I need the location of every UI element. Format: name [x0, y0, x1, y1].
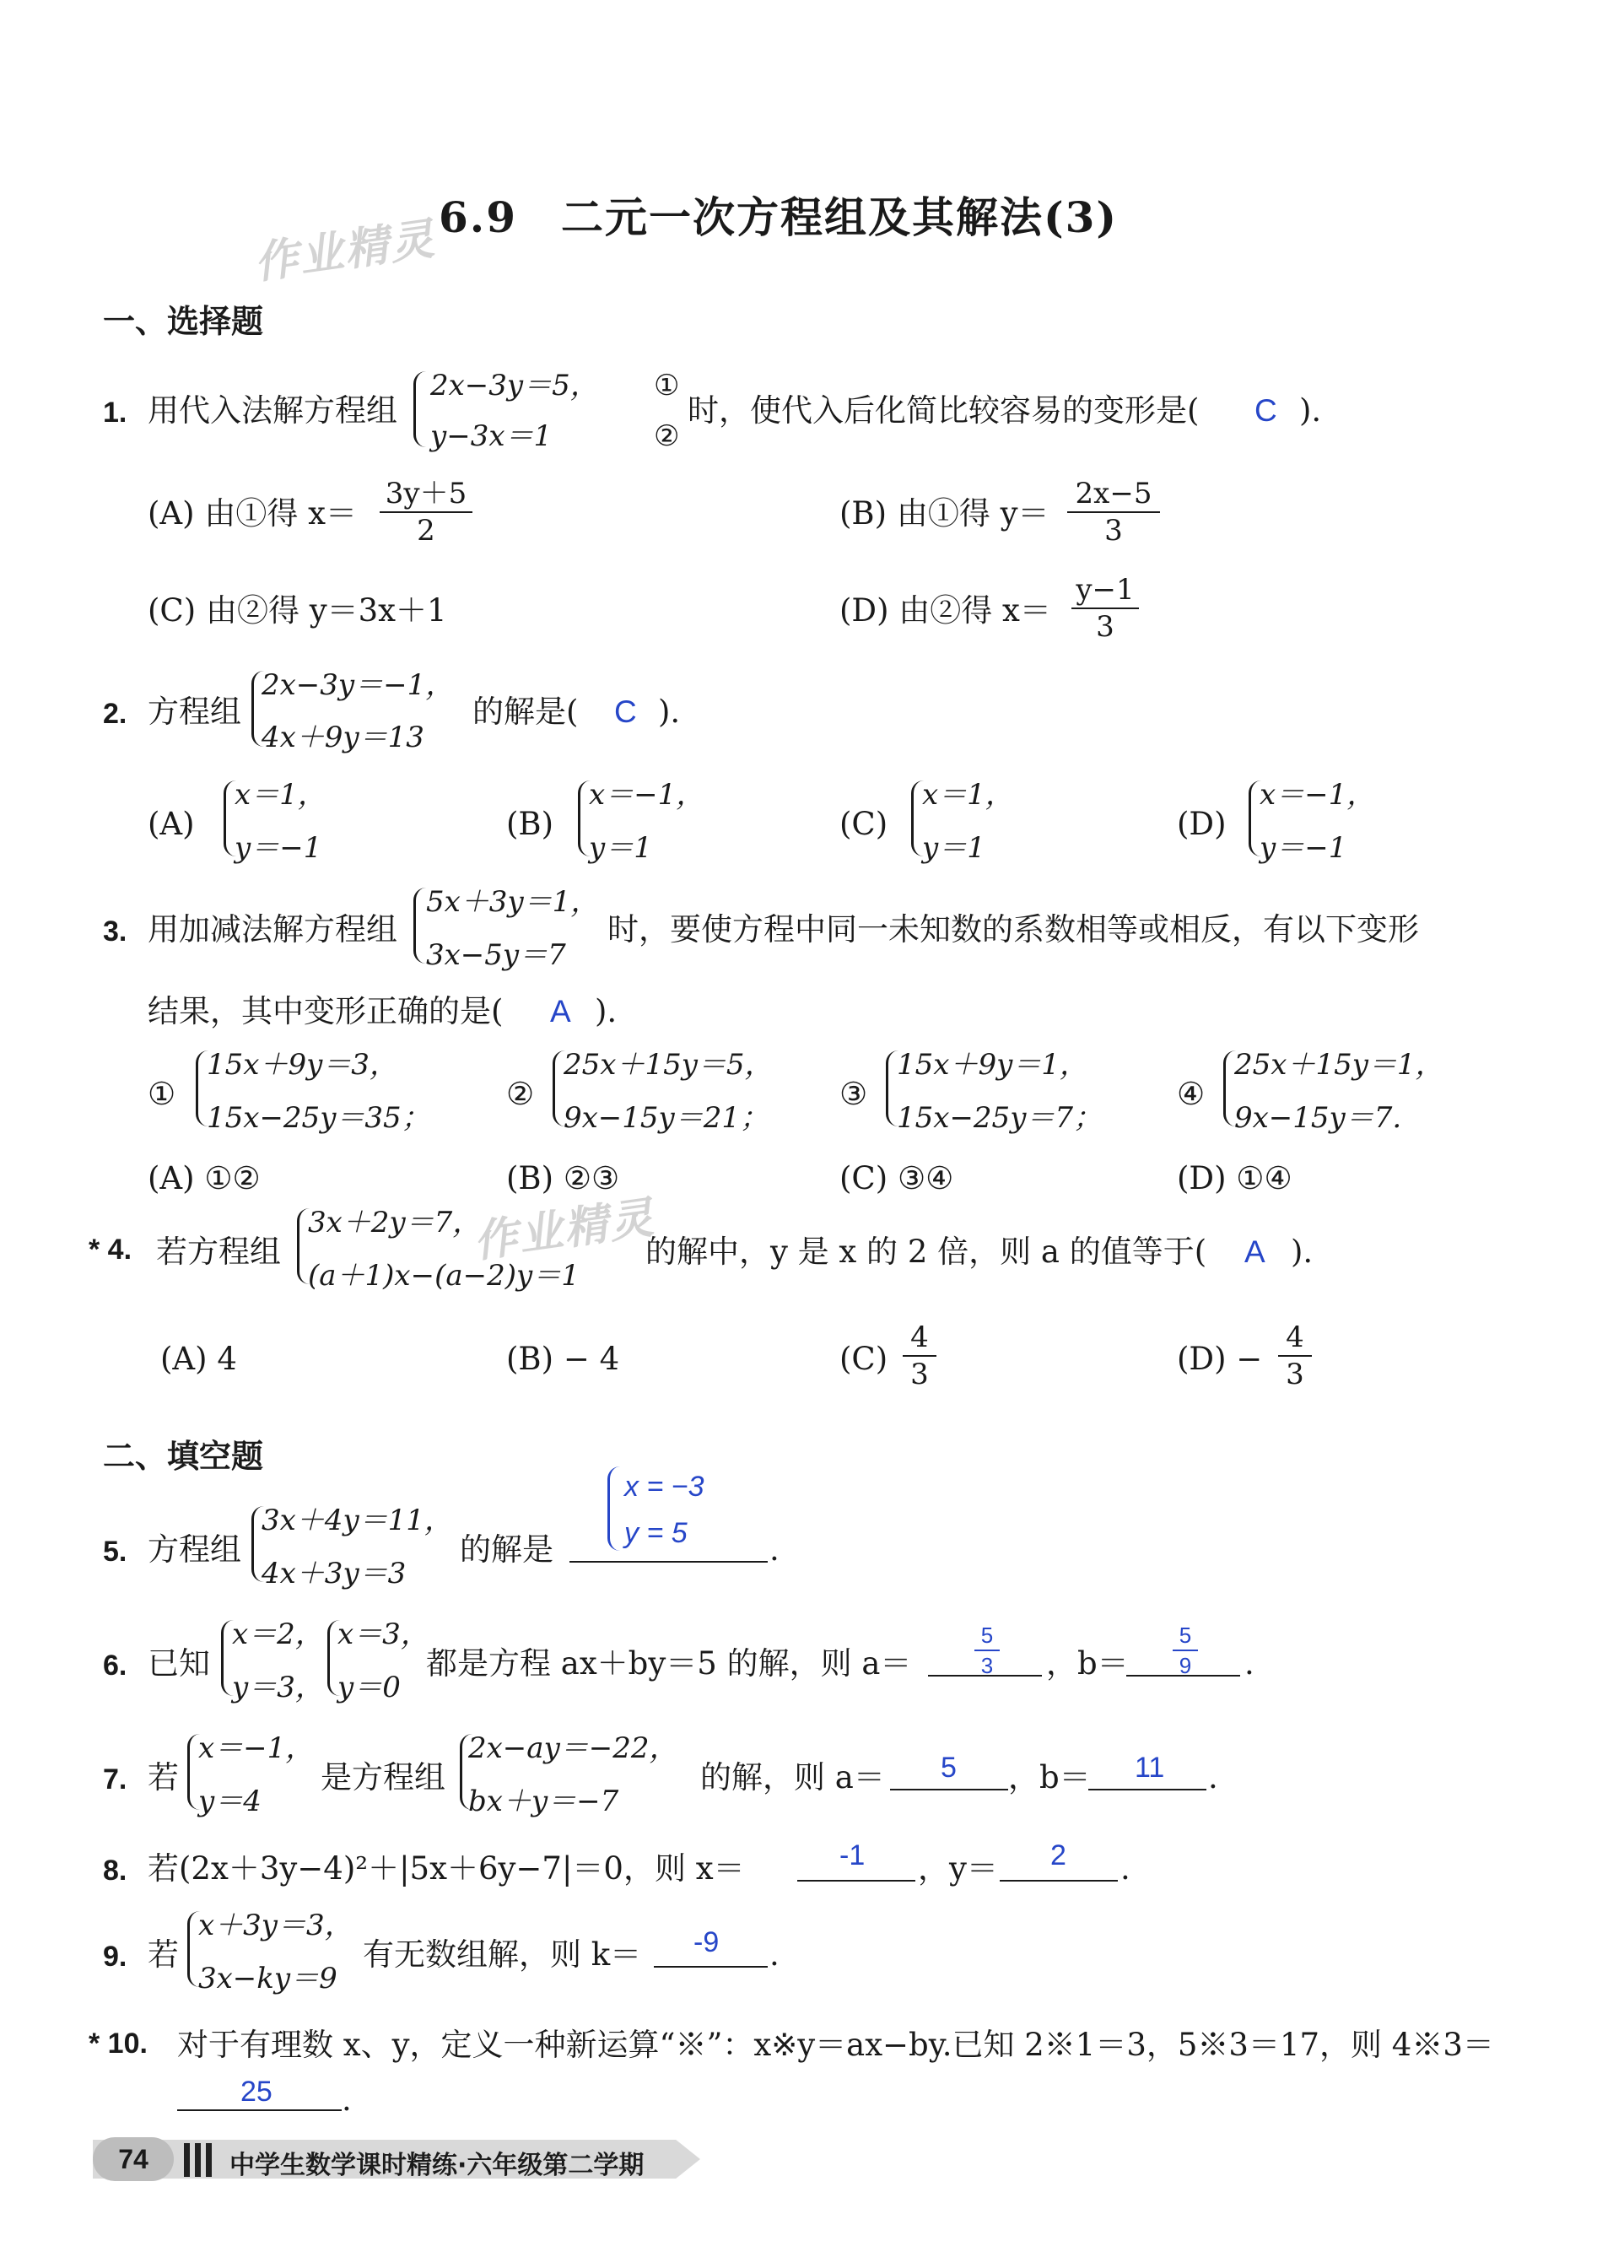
- answer-equation: x = −3: [624, 1471, 704, 1503]
- solution-eq: x＝−1，: [198, 1731, 315, 1765]
- option-c: (C) ③④: [839, 1160, 954, 1196]
- question-text: ).: [595, 993, 618, 1029]
- solution-eq: y＝4: [198, 1785, 262, 1818]
- candidate-eq: 15x＋9y＝1，: [897, 1048, 1088, 1082]
- question-text: 时，要使方程中同一未知数的系数相等或相反，有以下变形: [607, 911, 1419, 948]
- answer: 25: [240, 2076, 272, 2108]
- equation: 3x−5y＝7: [426, 938, 566, 972]
- equation-mark: ①: [654, 369, 680, 402]
- watermark: 作业精灵: [470, 1192, 658, 1268]
- question-text: 的解是: [460, 1531, 553, 1568]
- question-text: .: [1244, 1645, 1254, 1682]
- question-text: ).: [1291, 1234, 1314, 1270]
- answer-k: -9: [693, 1926, 720, 1958]
- answer-b: 11: [1135, 1752, 1165, 1784]
- answer-fraction-b: 5 9: [1173, 1624, 1198, 1677]
- candidate-4: ④: [1177, 1076, 1206, 1112]
- page-number: 74: [93, 2137, 174, 2181]
- question-text: ).: [1299, 392, 1322, 429]
- solution-eq: x＝3，: [337, 1617, 429, 1651]
- question-text: 若: [148, 1936, 179, 1973]
- solution-eq: y＝0: [337, 1671, 401, 1704]
- candidate-eq: 25x＋15y＝5，: [564, 1048, 774, 1082]
- option-a: (A): [148, 806, 195, 842]
- option-c-fraction: 4 3: [903, 1323, 936, 1389]
- option-b: (B) ②③: [506, 1160, 620, 1196]
- system-brace: [413, 371, 426, 447]
- answer-y: 2: [1050, 1839, 1066, 1871]
- question-text: 方程组: [148, 694, 241, 730]
- question-text: ，b＝: [1008, 1759, 1091, 1796]
- question-text: .: [1208, 1759, 1218, 1796]
- question-text: ，b＝: [1046, 1645, 1129, 1682]
- equation: x＋3y＝3，: [198, 1909, 353, 1942]
- candidate-3: ③: [839, 1076, 868, 1112]
- option-b-eq: y＝1: [589, 831, 652, 865]
- option-b: (B) − 4: [506, 1341, 620, 1377]
- answer-blank: [569, 1561, 768, 1563]
- equation: y−3x＝1: [430, 419, 553, 453]
- question-number: 2.: [103, 698, 127, 730]
- question-text: 若方程组: [156, 1234, 281, 1270]
- candidate-eq: 15x−25y＝35；: [207, 1101, 430, 1135]
- solution-eq: x＝2，: [232, 1617, 324, 1651]
- candidate-eq: 9x−15y＝21；: [564, 1101, 769, 1135]
- answer-blank: [890, 1789, 1008, 1790]
- equation-mark: ②: [654, 419, 680, 453]
- question-text: 有无数组解，则 k＝: [363, 1936, 642, 1973]
- option-c: (C) 由②得 y＝3x＋1: [148, 592, 447, 629]
- equation: 3x＋4y＝11，: [262, 1504, 453, 1537]
- equation: 3x＋2y＝7，: [308, 1206, 482, 1239]
- watermark: 作业精灵: [251, 213, 439, 289]
- option-d-eq: x＝−1，: [1260, 778, 1376, 812]
- answer-choice: C: [614, 694, 637, 729]
- answer-blank: [654, 1966, 768, 1968]
- question-text: 结果，其中变形正确的是(: [148, 993, 504, 1029]
- equation: 2x−ay＝−22，: [468, 1731, 678, 1765]
- candidate-eq: 15x＋9y＝3，: [207, 1048, 398, 1082]
- footer-bars: [184, 2143, 217, 2180]
- option-c: (C): [839, 1341, 888, 1377]
- equation: 5x＋3y＝1，: [426, 885, 600, 919]
- answer-equation: y = 5: [624, 1517, 688, 1549]
- option-b: (B) 由①得 y＝: [839, 495, 1049, 532]
- option-a-eq: x＝1，: [235, 778, 326, 812]
- question-number: 1.: [103, 397, 127, 429]
- question-text: 时，使代入后化简比较容易的变形是(: [688, 392, 1200, 429]
- section-heading-choice: 一、选择题: [103, 303, 264, 340]
- answer-choice: A: [550, 994, 571, 1029]
- question-text: .: [342, 2082, 352, 2118]
- answer-blank: [797, 1880, 915, 1882]
- option-c-eq: y＝1: [922, 831, 985, 865]
- answer-blank: [177, 2109, 342, 2111]
- question-number: 9.: [103, 1941, 127, 1973]
- question-text: ).: [658, 694, 681, 730]
- answer-blank: [1000, 1880, 1118, 1882]
- question-text: 若(2x＋3y−4)²＋|5x＋6y−7|＝0，则 x＝: [148, 1850, 745, 1887]
- equation: (a＋1)x−(a−2)y＝1: [308, 1259, 580, 1293]
- option-d: (D) −: [1177, 1341, 1263, 1377]
- answer-x: -1: [839, 1839, 866, 1871]
- equation: bx＋y＝−7: [468, 1785, 619, 1818]
- question-text: 的解，则 a＝: [700, 1759, 885, 1796]
- option-c: (C): [839, 806, 888, 842]
- question-number: 5.: [103, 1536, 127, 1568]
- option-a-eq: y＝−1: [235, 831, 322, 865]
- candidate-eq: 15x−25y＝7；: [897, 1101, 1103, 1135]
- question-text: 对于有理数 x、y，定义一种新运算“※”：x※y＝ax−by.已知 2※1＝3，5※3＝17，则 4※3＝: [177, 2027, 1494, 2063]
- book-title: 中学生数学课时精练·六年级第二学期: [229, 2151, 645, 2180]
- option-b-eq: x＝−1，: [589, 778, 705, 812]
- equation: 2x−3y＝−1，: [262, 668, 455, 702]
- option-a: (A) 由①得 x＝: [148, 495, 357, 532]
- option-d-fraction: 4 3: [1278, 1323, 1312, 1389]
- question-number: 6.: [103, 1650, 127, 1682]
- question-text: 用加减法解方程组: [148, 911, 397, 948]
- question-text: 用代入法解方程组: [148, 392, 397, 429]
- question-number: 3.: [103, 915, 127, 948]
- question-text: 若: [148, 1759, 179, 1796]
- page-title: 6.9 二元一次方程组及其解法(3): [439, 192, 1119, 242]
- answer-blank: [1088, 1789, 1206, 1790]
- equation: 3x−ky＝9: [198, 1962, 337, 1995]
- question-text: 的解中，y 是 x 的 2 倍，则 a 的值等于(: [645, 1234, 1207, 1270]
- equation: 4x＋3y＝3: [262, 1557, 407, 1590]
- option-d: (D) ①④: [1177, 1160, 1292, 1196]
- option-c-eq: x＝1，: [922, 778, 1014, 812]
- question-number: * 10.: [89, 2028, 148, 2060]
- question-number: * 4.: [89, 1234, 132, 1266]
- candidate-1: ①: [148, 1076, 176, 1112]
- answer-a: 5: [941, 1752, 957, 1784]
- system-brace: [413, 888, 426, 964]
- solution-eq: y＝3，: [232, 1671, 324, 1704]
- equation: 4x＋9y＝13: [262, 721, 424, 754]
- question-text: 已知: [148, 1645, 210, 1682]
- candidate-2: ②: [506, 1076, 535, 1112]
- answer-choice: C: [1254, 393, 1277, 428]
- equation: 2x−3y＝5，: [430, 369, 599, 402]
- option-a: (A) 4: [160, 1341, 237, 1377]
- question-text: 方程组: [148, 1531, 241, 1568]
- option-d-fraction: y−1 3: [1071, 575, 1139, 641]
- question-text: .: [769, 1936, 780, 1973]
- option-d: (D) 由②得 x＝: [839, 592, 1051, 629]
- option-a-fraction: 3y＋5 2: [380, 479, 472, 545]
- option-b-fraction: 2x−5 3: [1067, 479, 1160, 545]
- question-text: .: [769, 1531, 780, 1568]
- option-d-eq: y＝−1: [1260, 831, 1347, 865]
- question-text: 都是方程 ax＋by＝5 的解，则 a＝: [426, 1645, 912, 1682]
- candidate-eq: 9x−15y＝7.: [1234, 1101, 1402, 1135]
- answer-choice: A: [1244, 1234, 1265, 1269]
- option-a: (A) ①②: [148, 1160, 261, 1196]
- candidate-eq: 25x＋15y＝1，: [1234, 1048, 1444, 1082]
- question-text: ，y＝: [918, 1850, 998, 1887]
- question-text: 的解是(: [472, 694, 579, 730]
- question-text: 是方程组: [321, 1759, 445, 1796]
- option-b: (B): [506, 806, 554, 842]
- question-number: 7.: [103, 1763, 127, 1796]
- question-number: 8.: [103, 1855, 127, 1887]
- option-d: (D): [1177, 806, 1227, 842]
- answer-fraction-a: 5 3: [974, 1624, 1000, 1677]
- question-text: .: [1120, 1850, 1130, 1887]
- section-heading-fill: 二、填空题: [103, 1438, 264, 1475]
- answer-brace: [607, 1466, 620, 1551]
